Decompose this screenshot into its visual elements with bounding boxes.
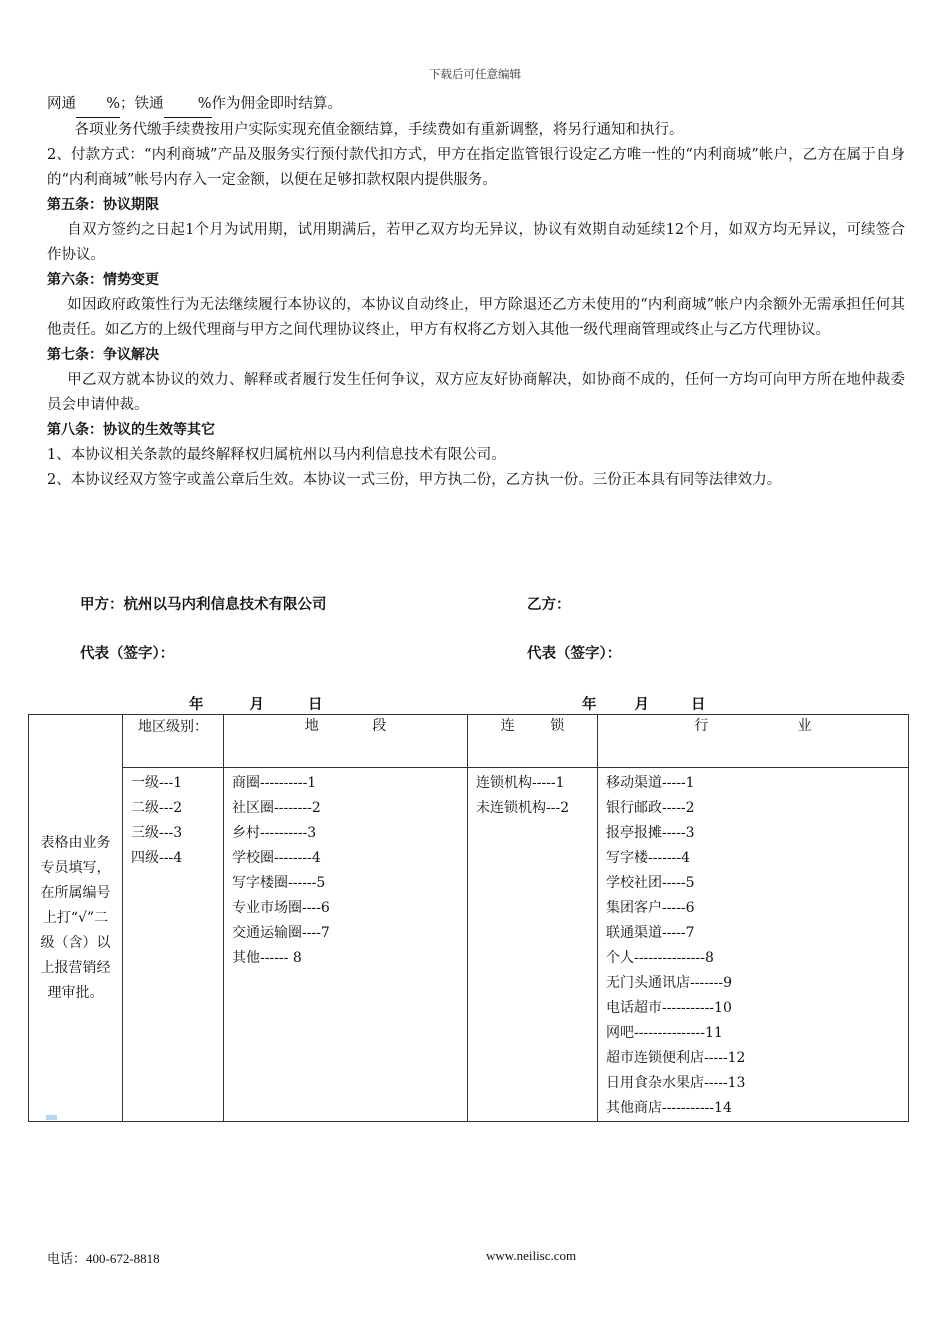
area-option: 乡村----------3 (232, 825, 317, 841)
header-chain (468, 715, 598, 768)
date-day: 日 (308, 697, 323, 713)
date-month: 月 (634, 697, 649, 713)
agreement-body (47, 92, 905, 493)
area-option: 交通运输圈----7 (232, 925, 330, 941)
area-option: 其他------ 8 (232, 950, 302, 966)
header-region-level-label: 地区级别： (138, 719, 208, 735)
percent-sign: % (106, 96, 120, 112)
chain-list (468, 768, 597, 821)
industry-option: 网吧---------------11 (606, 1025, 723, 1041)
unicom-percent-blank (76, 92, 120, 118)
industry-cell (598, 768, 909, 1122)
party-b-representative: 代表（签字）： (527, 646, 622, 662)
area-option: 写字楼圈------5 (232, 875, 326, 891)
article-6-text: 如因政府政策性行为无法继续履行本协议的，本协议自动终止，甲方除退还乙方未使用的“内利商城”帐户内余额外无需承担任何其他责任。如乙方的上级代理商与甲方之间代理协议终止，甲方有权将乙方划入其他一级代理商管理或终止与乙方代理协议。 (47, 297, 905, 338)
date-year: 年 (189, 697, 204, 713)
industry-option: 写字楼-------4 (606, 850, 691, 866)
commission-suffix: 作为佣金即时结算。 (211, 96, 342, 112)
industry-option: 联通渠道-----7 (606, 925, 695, 941)
classification-table (28, 714, 909, 1122)
industry-option: 集团客户-----6 (606, 900, 695, 916)
party-a-representative: 代表（签字）： (80, 646, 175, 662)
region-level-cell (123, 768, 224, 1122)
article-8-item-1: 1、本协议相关条款的最终解释权归属杭州以马内利信息技术有限公司。 (47, 447, 506, 463)
region-level-option: 四级---4 (131, 850, 183, 866)
industry-option: 学校社团-----5 (606, 875, 695, 891)
region-level-option: 一级---1 (131, 775, 183, 791)
article-8-item-2: 2、本协议经双方签字或盖公章后生效。本协议一式三份，甲方执二份，乙方执一份。三份正本具有同等法律效力。 (47, 472, 782, 488)
selection-marker (46, 1115, 57, 1120)
area-list (224, 768, 467, 971)
header-chain-label: 连 锁 (500, 718, 565, 734)
date-day: 日 (691, 697, 706, 713)
industry-option: 无门头通讯店-------9 (606, 975, 733, 991)
header-region-level (123, 715, 224, 768)
industry-option: 银行邮政-----2 (606, 800, 695, 816)
region-level-list (123, 768, 223, 871)
article-6-heading: 第六条：情势变更 (47, 272, 159, 288)
commission-mid-railcom: ；铁通 (120, 96, 164, 112)
industry-option: 超市连锁便利店-----12 (606, 1050, 746, 1066)
article-8-heading: 第八条：协议的生效等其它 (47, 422, 215, 438)
area-cell (224, 768, 468, 1122)
fee-settlement-text: 各项业务代缴手续费按用户实际实现充值金额结算，手续费如有重新调整，将另行通知和执行。 (74, 122, 684, 138)
chain-option: 未连锁机构---2 (476, 800, 570, 816)
header-area-label: 地 段 (304, 718, 387, 734)
article-7-heading: 第七条：争议解决 (47, 347, 159, 363)
region-level-option: 三级---3 (131, 825, 183, 841)
table-body-row (29, 768, 909, 1122)
industry-option: 报亭报摊-----3 (606, 825, 695, 841)
header-area (224, 715, 468, 768)
chain-cell (468, 768, 598, 1122)
industry-option: 日用食杂水果店-----13 (606, 1075, 746, 1091)
area-option: 专业市场圈----6 (232, 900, 330, 916)
header-industry (598, 715, 909, 768)
area-option: 学校圈--------4 (232, 850, 321, 866)
page-header-note: 下载后可任意编辑 (429, 67, 521, 81)
industry-list (598, 768, 908, 1121)
date-month: 月 (249, 697, 264, 713)
industry-option: 电话超市-----------10 (606, 1000, 732, 1016)
area-option: 商圈----------1 (232, 775, 317, 791)
party-b-name: 乙方： (527, 597, 571, 613)
table-instruction-text: 表格由业务专员填写，在所属编号上打“√”二级（含）以上报营销经理审批。 (40, 834, 111, 1001)
region-level-option: 二级---2 (131, 800, 183, 816)
party-a-date (189, 693, 323, 714)
railcom-percent-blank (164, 92, 212, 118)
table-instruction-cell (29, 715, 123, 1122)
commission-line (47, 92, 905, 118)
table-header-row (29, 715, 909, 768)
chain-option: 连锁机构-----1 (476, 775, 565, 791)
date-year: 年 (582, 697, 597, 713)
footer-website: www.neilisc.com (486, 1248, 577, 1263)
article-5-heading: 第五条：协议期限 (47, 197, 159, 213)
industry-option: 移动渠道-----1 (606, 775, 695, 791)
payment-method-text: 2、付款方式：“内利商城”产品及服务实行预付款代扣方式，甲方在指定监管银行设定乙方唯一性的“内利商城”帐户，乙方在属于自身的“内利商城”帐号内存入一定金额，以便在足够扣款权限内提供服务。 (47, 147, 905, 188)
commission-prefix-unicom: 网通 (47, 96, 76, 112)
article-7-text: 甲乙双方就本协议的效力、解释或者履行发生任何争议，双方应友好协商解决，如协商不成的，任何一方均可向甲方所在地仲裁委员会申请仲裁。 (47, 372, 905, 413)
party-b-date (582, 693, 706, 714)
industry-option: 其他商店-----------14 (606, 1100, 732, 1116)
article-5-text: 自双方签约之日起1个月为试用期，试用期满后，若甲乙双方均无异议，协议有效期自动延续12个月，如双方均无异议，可续签合作协议。 (47, 222, 905, 263)
percent-sign: % (197, 96, 212, 112)
party-a-name: 甲方：杭州以马内利信息技术有限公司 (80, 597, 327, 613)
industry-option: 个人---------------8 (606, 950, 714, 966)
area-option: 社区圈--------2 (232, 800, 321, 816)
footer-phone: 电话：400-672-8818 (47, 1251, 160, 1266)
header-industry-label: 行 业 (694, 718, 812, 734)
